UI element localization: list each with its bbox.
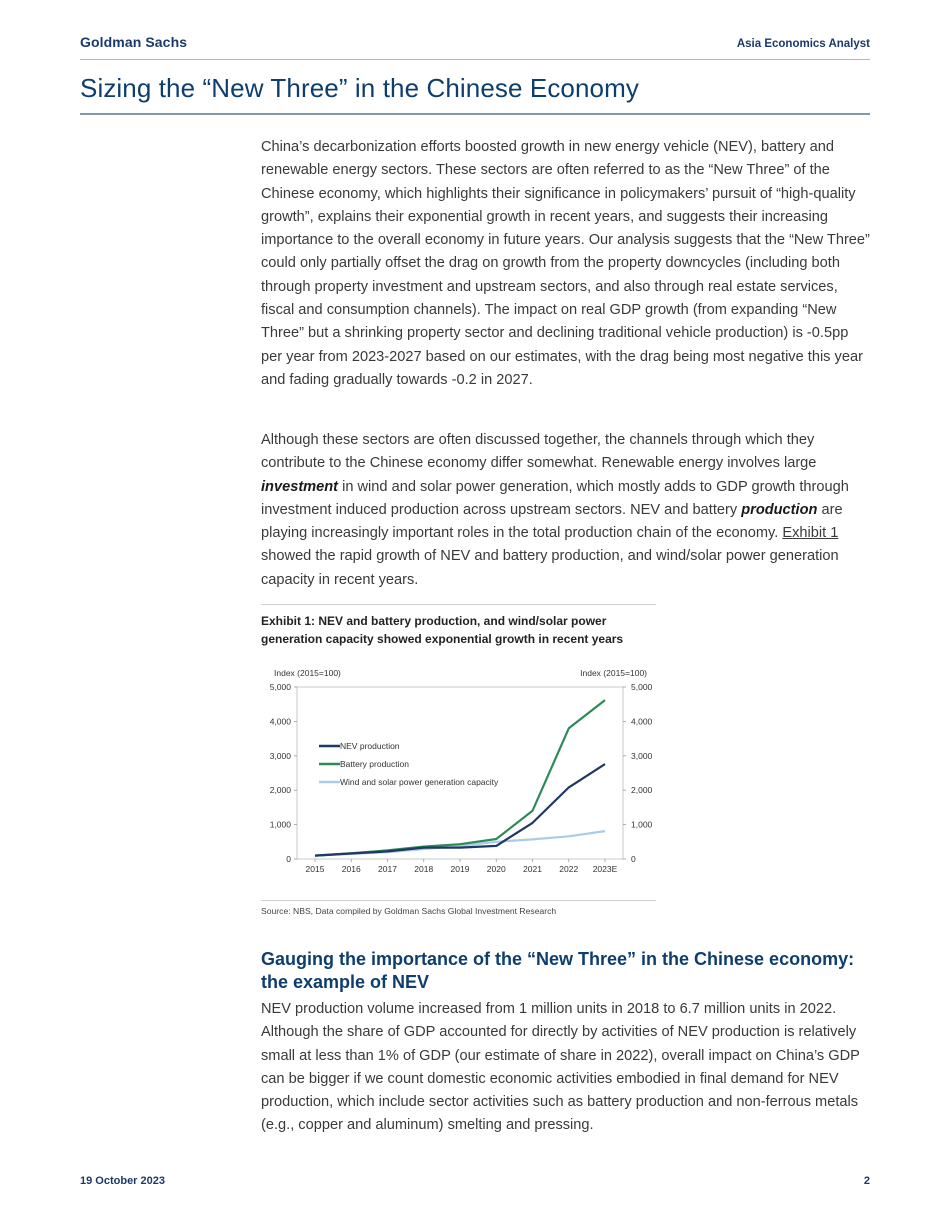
legend-label: NEV production [340, 741, 400, 751]
exhibit-bottom-rule [261, 900, 656, 901]
plot-area [297, 687, 623, 859]
paragraph-2-text-4: showed the rapid growth of NEV and battery production, and wind/solar power generation capacity in recent years. [261, 548, 839, 588]
exhibit-source: Source: NBS, Data compiled by Goldman Sachs Global Investment Research [261, 906, 557, 916]
legend-label: Wind and solar power generation capacity [340, 777, 499, 787]
x-tick-label: 2020 [486, 864, 506, 874]
x-tick-label: 2022 [559, 864, 579, 874]
y-tick-label-right: 0 [631, 854, 636, 864]
section-heading: Gauging the importance of the “New Three” in the Chinese economy: the example of NEV [261, 949, 855, 992]
legend-label: Battery production [340, 759, 409, 769]
channels-paragraph [261, 429, 871, 592]
page-number: 2 [863, 1175, 870, 1187]
y-axis-label-right: Index (2015=100) [580, 668, 647, 678]
x-tick-label: 2018 [414, 864, 434, 874]
paragraph-2-text-2: in wind and solar power generation, which mostly adds to GDP growth through investment induced production across upstream sectors. NEV and battery [261, 478, 849, 518]
footer-date: 19 October 2023 [80, 1175, 165, 1187]
keyword-production: production [741, 501, 818, 518]
y-tick-label-left: 5,000 [269, 682, 291, 692]
x-tick-label: 2023E [592, 864, 618, 874]
y-tick-label-right: 1,000 [631, 819, 653, 830]
x-tick-label: 2021 [523, 864, 542, 874]
keyword-investment: investment [261, 478, 339, 495]
y-tick-label-right: 3,000 [631, 750, 653, 761]
y-tick-label-right: 5,000 [631, 682, 653, 692]
publication-name: Asia Economics Analyst [736, 38, 870, 50]
exhibit-1-link[interactable]: Exhibit 1 [782, 525, 839, 542]
y-tick-label-left: 1,000 [269, 819, 291, 830]
y-tick-label-left: 0 [286, 854, 291, 864]
paragraph-2-text-3: are playing increasingly important roles in the total production chain of the economy. [261, 501, 843, 542]
y-tick-label-left: 4,000 [269, 716, 291, 727]
paragraph-2-text-1: Although these sectors are often discussed together, the channels through which they contribute to the Chinese economy differ somewhat. Renewable energy involves large [261, 432, 817, 472]
y-tick-label-left: 3,000 [269, 750, 291, 761]
x-tick-label: 2017 [378, 864, 397, 874]
nev-paragraph [261, 998, 871, 1138]
page-title: Sizing the “New Three” in the Chinese Economy [80, 73, 639, 103]
paragraph-1: China’s decarbonization efforts boosted growth in new energy vehicle (NEV), battery and renewable energy sectors. These sectors are often referred to as the “New Three” of the Chinese economy, which highlights their significance in policymakers’ pursuit of “high-quality growth”, explains their exponential growth in recent years, and suggests their increasing importance to the overall economy in future years. Our analysis suggests that the “New Three” could only partially offset the drag on growth from the property downcycles (including both through property investment and upstream sectors, and also through real estate services, fiscal and consumption channels). The impact on real GDP growth (from expanding “New Three” but a shrinking property sector and declining traditional vehicle production) is -0.5pp per year from 2023-2027 based on our estimates, with the drag being most negative this year and fading gradually towards -0.2 in 2027. [261, 139, 870, 388]
paragraph-3: NEV production volume increased from 1 million units in 2018 to 6.7 million units in 2022. Although the share of GDP accounted for directly by activities of NEV production is relatively small at less than 1% of GDP (our estimate of share in 2022), overall impact on China’s GDP can be bigger if we count domestic economic activities embodied in final demand for NEV production, which include sector activities such as battery production and non-ferrous metals (e.g., copper and aluminum) smelting and pressing. [261, 1001, 860, 1134]
exhibit-1-chart [261, 660, 656, 885]
brand-name: Goldman Sachs [80, 34, 188, 50]
y-axis-label-left: Index (2015=100) [274, 668, 341, 678]
x-tick-label: 2019 [450, 864, 470, 874]
title-divider [80, 113, 870, 115]
chart-legend [319, 741, 499, 787]
x-tick-label: 2016 [341, 864, 361, 874]
x-tick-label: 2015 [305, 864, 325, 874]
y-tick-label-right: 2,000 [631, 785, 653, 796]
y-tick-label-left: 2,000 [269, 785, 291, 796]
intro-paragraph [261, 136, 871, 392]
y-tick-label-right: 4,000 [631, 716, 653, 727]
exhibit-title: Exhibit 1: NEV and battery production, and wind/solar power generation capacity showed exponential growth in recent years [261, 614, 624, 646]
exhibit-top-rule [261, 604, 656, 605]
header-divider [80, 59, 870, 60]
paragraph-2 [261, 429, 871, 592]
